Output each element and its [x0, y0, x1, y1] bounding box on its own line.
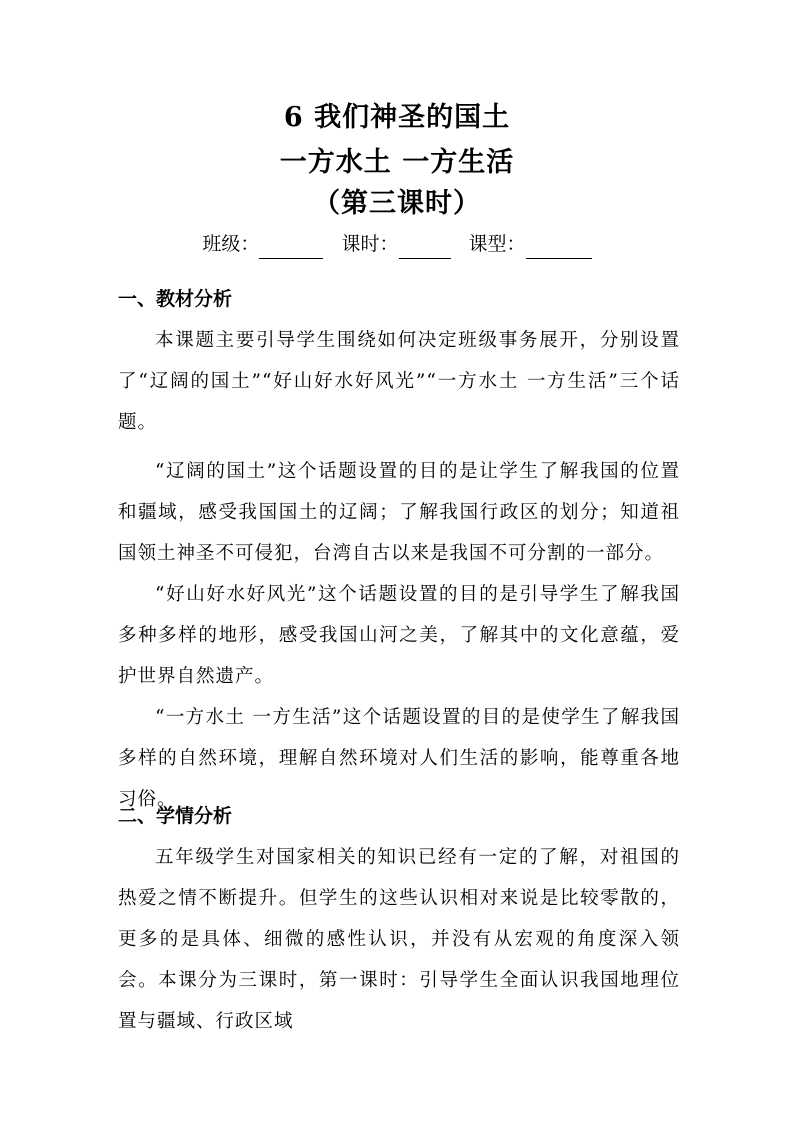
- class-blank: [259, 236, 323, 259]
- lesson-subtitle: 一方水土 一方生活: [279, 147, 515, 178]
- paragraph: “好山好水好风光”这个话题设置的目的是引导学生了解我国多种多样的地形，感受我国山河之美，了解其中的文化意蕴，爱护世界自然遗产。: [118, 584, 680, 687]
- paragraph: 五年级学生对国家相关的知识已经有一定的了解，对祖国的热爱之情不断提升。但学生的这些认识相对来说是比较零散的，更多的是具体、细微的感性认识，并没有从宏观的角度深入领会。本课分为三课时，第一课时：引导学生全面认识我国地理位置与疆域、行政区域: [118, 847, 680, 1032]
- period-label: 课时：: [341, 233, 399, 255]
- section-heading-textbook-analysis: 一、教材分析: [118, 289, 233, 310]
- paragraph: 本课题主要引导学生围绕如何决定班级事务展开，分别设置了“辽阔的国土”“好山好水好风光”“一方水土 一方生活”三个话题。: [118, 330, 680, 433]
- class-label: 班级：: [202, 233, 260, 255]
- period-blank: [399, 236, 451, 259]
- paragraph: “一方水土 一方生活”这个话题设置的目的是使学生了解我国多样的自然环境，理解自然环境对人们生活的影响，能尊重各地习俗。: [118, 707, 680, 810]
- lesson-meta-line: [0, 229, 794, 259]
- type-label: 课型：: [468, 233, 526, 255]
- lesson-period: （第三课时）: [313, 188, 481, 219]
- paragraph: “辽阔的国土”这个话题设置的目的是让学生了解我国的位置和疆域，感受我国国土的辽阔；了解我国行政区的划分；知道祖国领土神圣不可侵犯，台湾自古以来是我国不可分割的一部分。: [118, 461, 680, 564]
- type-blank: [526, 236, 592, 259]
- lesson-title: 6 我们神圣的国土: [283, 102, 511, 133]
- section-heading-student-analysis: 二、学情分析: [118, 806, 233, 827]
